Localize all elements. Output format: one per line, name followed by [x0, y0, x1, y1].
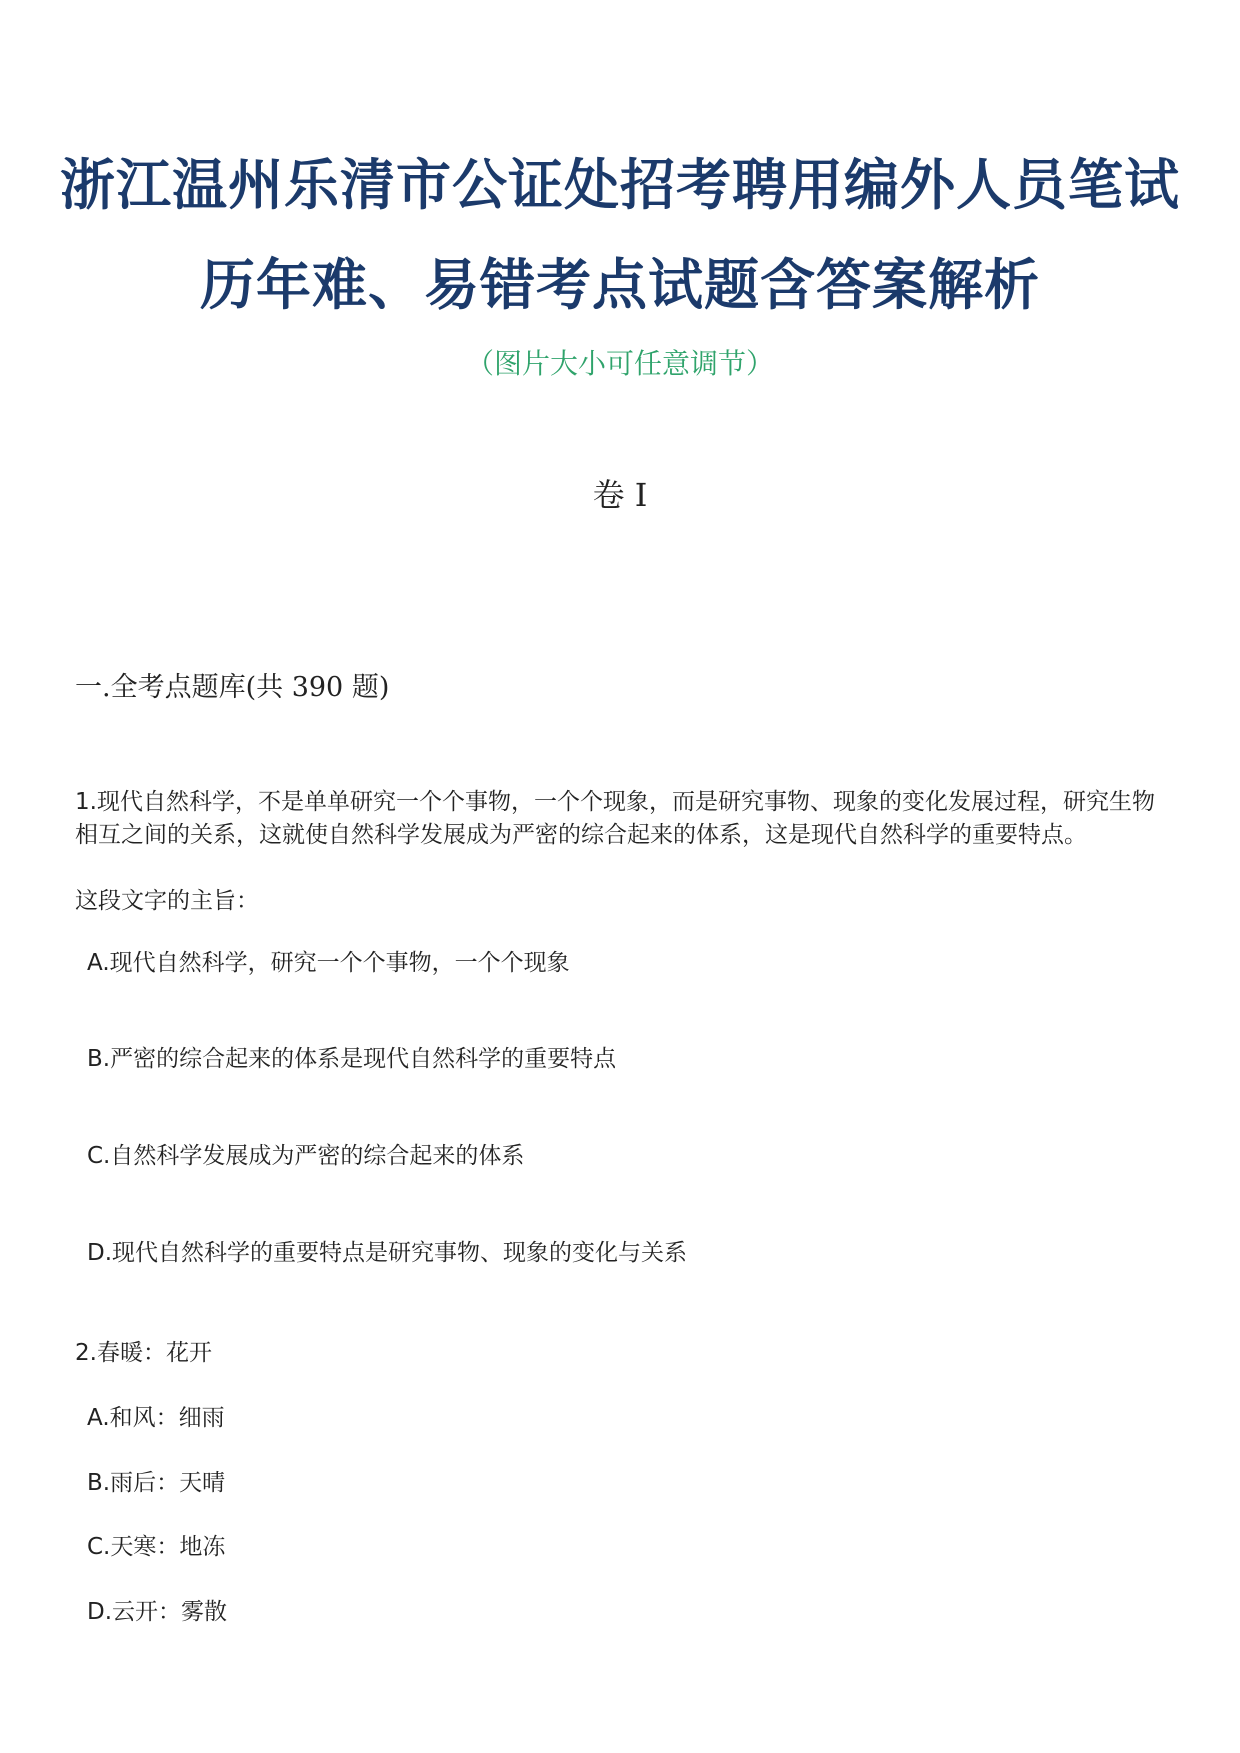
document-title-line-2: 历年难、易错考点试题含答案解析 [199, 253, 1040, 317]
question-1-option-c: C.自然科学发展成为严密的综合起来的体系 [87, 1143, 525, 1169]
document-subtitle: （图片大小可任意调节） [465, 347, 774, 380]
question-1-option-a: A.现代自然科学，研究一个个事物，一个个现象 [87, 950, 570, 976]
question-2-text: 2.春暖：花开 [75, 1340, 212, 1366]
question-2-option-a: A.和风：细雨 [87, 1405, 225, 1431]
question-2-option-c: C.天寒：地冻 [87, 1534, 226, 1560]
question-2-option-d: D.云开：雾散 [87, 1599, 228, 1625]
question-1-prompt: 这段文字的主旨： [75, 888, 259, 914]
question-1-option-b: B.严密的综合起来的体系是现代自然科学的重要特点 [87, 1046, 617, 1072]
section-heading: 一.全考点题库(共 390 题) [75, 672, 390, 703]
question-1-option-d: D.现代自然科学的重要特点是研究事物、现象的变化与关系 [87, 1240, 688, 1266]
document-title-line-1: 浙江温州乐清市公证处招考聘用编外人员笔试 [59, 153, 1180, 217]
question-2-option-b: B.雨后：天晴 [87, 1470, 226, 1496]
question-1-text: 1.现代自然科学，不是单单研究一个个事物，一个个现象，而是研究事物、现象的变化发展过程，研究生物相互之间的关系，这就使自然科学发展成为严密的综合起来的体系，这是现代自然科学的重要特点。 [75, 789, 1155, 848]
volume-heading: 卷 I [592, 476, 648, 514]
